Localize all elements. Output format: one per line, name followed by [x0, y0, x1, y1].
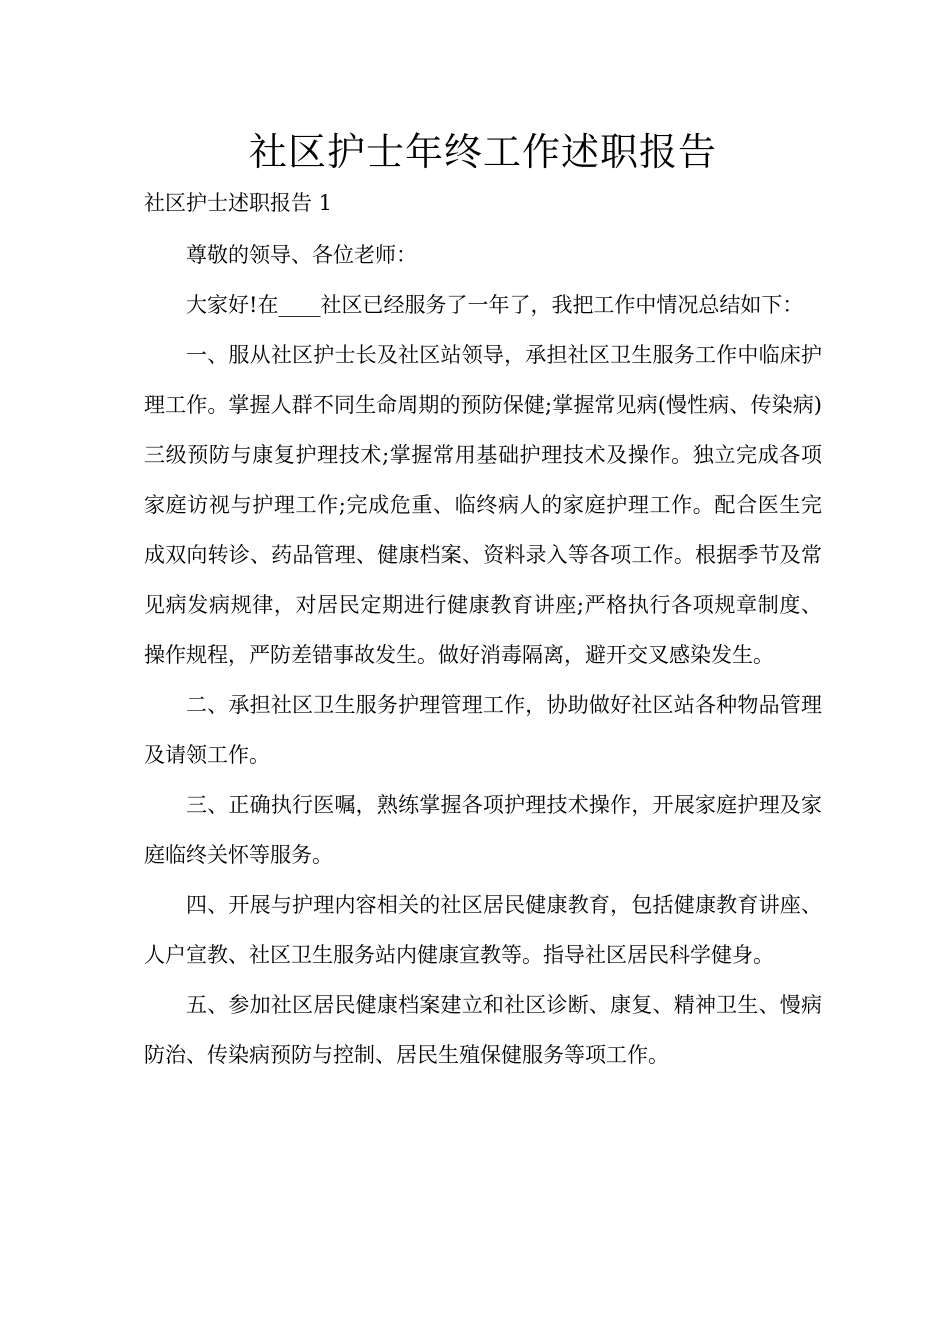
document-subtitle: 社区护士述职报告 1	[144, 191, 333, 215]
paragraph-salutation: 尊敬的领导、各位老师：	[186, 243, 417, 267]
paragraph-item-1: 一、服从社区护士长及社区站领导，承担社区卫生服务工作中临床护理工作。掌握人群不同生命周期的预防保健;掌握常见病(慢性病、传染病)三级预防与康复护理技术;掌握常用基础护理技术及操作。独立完成各项家庭访视与护理工作;完成危重、临终病人的家庭护理工作。配合医生完成双向转诊、药品管理、健康档案、资料录入等各项工作。根据季节及常见病发病规律，对居民定期进行健康教育讲座;严格执行各项规章制度、操作规程，严防差错事故发生。做好消毒隔离，避开交叉感染发生。	[144, 343, 822, 667]
paragraph-item-3: 三、正确执行医嘱，熟练掌握各项护理技术操作，开展家庭护理及家庭临终关怀等服务。	[144, 793, 822, 867]
paragraph-greeting: 大家好!在____社区已经服务了一年了，我把工作中情况总结如下：	[186, 293, 804, 317]
document-body	[144, 230, 822, 1080]
document-title: 社区护士年终工作述职报告	[248, 130, 717, 174]
paragraph-item-5: 五、参加社区居民健康档案建立和社区诊断、康复、精神卫生、慢病防治、传染病预防与控制、居民生殖保健服务等项工作。	[144, 993, 822, 1067]
paragraph-item-4: 四、开展与护理内容相关的社区居民健康教育，包括健康教育讲座、人户宣教、社区卫生服务站内健康宣教等。指导社区居民科学健身。	[144, 893, 822, 967]
paragraph-item-2: 二、承担社区卫生服务护理管理工作，协助做好社区站各种物品管理及请领工作。	[144, 693, 822, 767]
